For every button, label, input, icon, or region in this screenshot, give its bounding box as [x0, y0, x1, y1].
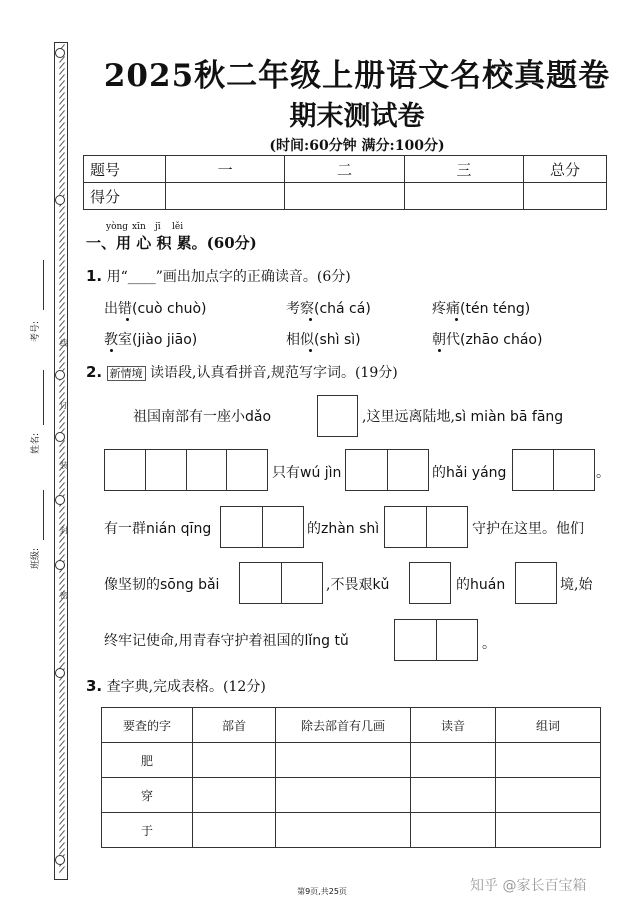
dict-cell[interactable]: [411, 743, 496, 778]
writing-box[interactable]: [220, 506, 304, 548]
strip-hatch: [59, 866, 65, 873]
exam-no-label: 考号:: [31, 320, 42, 343]
writing-box[interactable]: [394, 619, 478, 661]
score-table: [83, 155, 607, 210]
binding-hole: [55, 195, 65, 205]
writing-box[interactable]: [345, 449, 429, 491]
time-info: (时间:60分钟 满分:100分): [269, 138, 445, 154]
writing-box[interactable]: [512, 449, 595, 491]
dict-header: 要查的字: [102, 708, 193, 743]
passage-text: 。: [596, 465, 610, 481]
emphasis-dot: [455, 318, 458, 321]
writing-box[interactable]: [384, 506, 468, 548]
dict-cell[interactable]: [411, 813, 496, 848]
class-line: [43, 490, 44, 540]
dictionary-table: [101, 707, 601, 848]
emphasis-dot: [126, 318, 129, 321]
section-1-title: 一、用 心 积 累。(60分): [86, 234, 257, 252]
question-1: [86, 266, 351, 286]
question-text: 读语段,认真看拼音,规范写字词。(19分): [150, 365, 398, 381]
dict-char: 穿: [102, 778, 193, 813]
question-2: [86, 362, 398, 382]
word-item: 考察(chá cá): [286, 301, 371, 317]
page-footer: 第9页,共25页: [297, 887, 347, 896]
passage-text: 像坚韧的sōng bǎi: [104, 577, 220, 593]
passage-text: 的zhàn shì: [307, 521, 380, 537]
writing-box[interactable]: [409, 562, 451, 604]
dict-char: 肥: [102, 743, 193, 778]
passage-text: ,不畏艰kǔ: [326, 577, 390, 593]
section-pinyin: lěi: [172, 222, 184, 232]
dict-cell[interactable]: [496, 743, 601, 778]
binding-margin: [0, 0, 70, 914]
exam-no-line: [43, 260, 44, 310]
class-label: 班级:: [31, 547, 42, 570]
passage-text: ,这里远离陆地,sì miàn bā fāng: [362, 409, 564, 425]
question-number: 2.: [86, 363, 103, 381]
dict-cell[interactable]: [496, 813, 601, 848]
writing-box[interactable]: [317, 395, 358, 437]
dict-cell[interactable]: [411, 778, 496, 813]
score-header-2: 二: [285, 156, 404, 183]
seal-word: 订: [60, 401, 68, 410]
score-cell[interactable]: [285, 183, 404, 210]
name-label: 姓名:: [31, 432, 42, 455]
question-number: 3.: [86, 677, 103, 695]
dict-header: 除去部首有几画: [276, 708, 411, 743]
dict-char: 于: [102, 813, 193, 848]
dict-header: 部首: [193, 708, 276, 743]
seal-word: 装: [60, 461, 68, 470]
name-line: [43, 370, 44, 425]
word-item: 教室(jiào jiāo): [104, 332, 198, 348]
emphasis-dot: [309, 318, 312, 321]
exam-subtitle: 期末测试卷: [289, 101, 425, 132]
passage-text: 的huán: [456, 577, 506, 593]
section-pinyin: xīn: [132, 222, 146, 232]
emphasis-dot: [438, 349, 441, 352]
word-item: 相似(shì sì): [286, 332, 361, 348]
watermark: 知乎 @家长百宝箱: [470, 878, 587, 894]
passage-text: 祖国南部有一座小dǎo: [133, 409, 272, 425]
score-header-total: 总分: [524, 156, 607, 183]
binding-hole: [55, 560, 65, 570]
question-3: [86, 676, 266, 696]
passage-text: 终牢记使命,用青春守护着祖国的lǐng tǔ: [104, 633, 349, 649]
question-number: 1.: [86, 267, 103, 285]
passage-text: 只有wú jìn: [272, 465, 342, 481]
new-situation-badge: 新情境: [107, 366, 146, 381]
seal-word: 线: [60, 339, 68, 348]
dict-cell[interactable]: [276, 778, 411, 813]
dict-header: 读音: [411, 708, 496, 743]
word-item: 朝代(zhāo cháo): [432, 332, 543, 348]
dict-cell[interactable]: [193, 778, 276, 813]
writing-box[interactable]: [104, 449, 268, 491]
score-header-3: 三: [404, 156, 523, 183]
passage-text: 的hǎi yáng: [432, 465, 507, 481]
score-header-label: 题号: [84, 156, 166, 183]
passage-text: 有一群nián qīng: [104, 521, 212, 537]
dict-header: 组词: [496, 708, 601, 743]
dict-cell[interactable]: [193, 813, 276, 848]
dict-cell[interactable]: [276, 743, 411, 778]
writing-box[interactable]: [515, 562, 557, 604]
score-cell[interactable]: [524, 183, 607, 210]
passage-text: 。: [482, 636, 496, 652]
emphasis-dot: [110, 349, 113, 352]
binding-hole: [55, 432, 65, 442]
dict-cell[interactable]: [193, 743, 276, 778]
dict-cell[interactable]: [276, 813, 411, 848]
word-item: 疼痛(tén téng): [432, 301, 531, 317]
binding-hole: [55, 855, 65, 865]
section-pinyin: yòng: [106, 222, 129, 232]
question-text: 用“____”画出加点字的正确读音。(6分): [106, 269, 351, 285]
seal-word: 密: [60, 591, 68, 600]
passage-text: 境,始: [560, 577, 593, 593]
binding-hole: [55, 370, 65, 380]
emphasis-dot: [309, 349, 312, 352]
question-text: 查字典,完成表格。(12分): [106, 679, 266, 695]
score-cell[interactable]: [404, 183, 523, 210]
dict-cell[interactable]: [496, 778, 601, 813]
word-item: 出错(cuò chuò): [104, 301, 207, 317]
seal-word: 封: [60, 526, 68, 535]
section-pinyin: jī: [155, 222, 161, 232]
binding-hole: [55, 48, 65, 58]
writing-box[interactable]: [239, 562, 323, 604]
binding-hole: [55, 668, 65, 678]
exam-title: 2025秋二年级上册语文名校真题卷: [103, 58, 611, 94]
score-header-1: 一: [166, 156, 285, 183]
passage-text: 守护在这里。他们: [472, 521, 584, 537]
score-cell[interactable]: [166, 183, 285, 210]
binding-hole: [55, 495, 65, 505]
score-row-label: 得分: [84, 183, 166, 210]
